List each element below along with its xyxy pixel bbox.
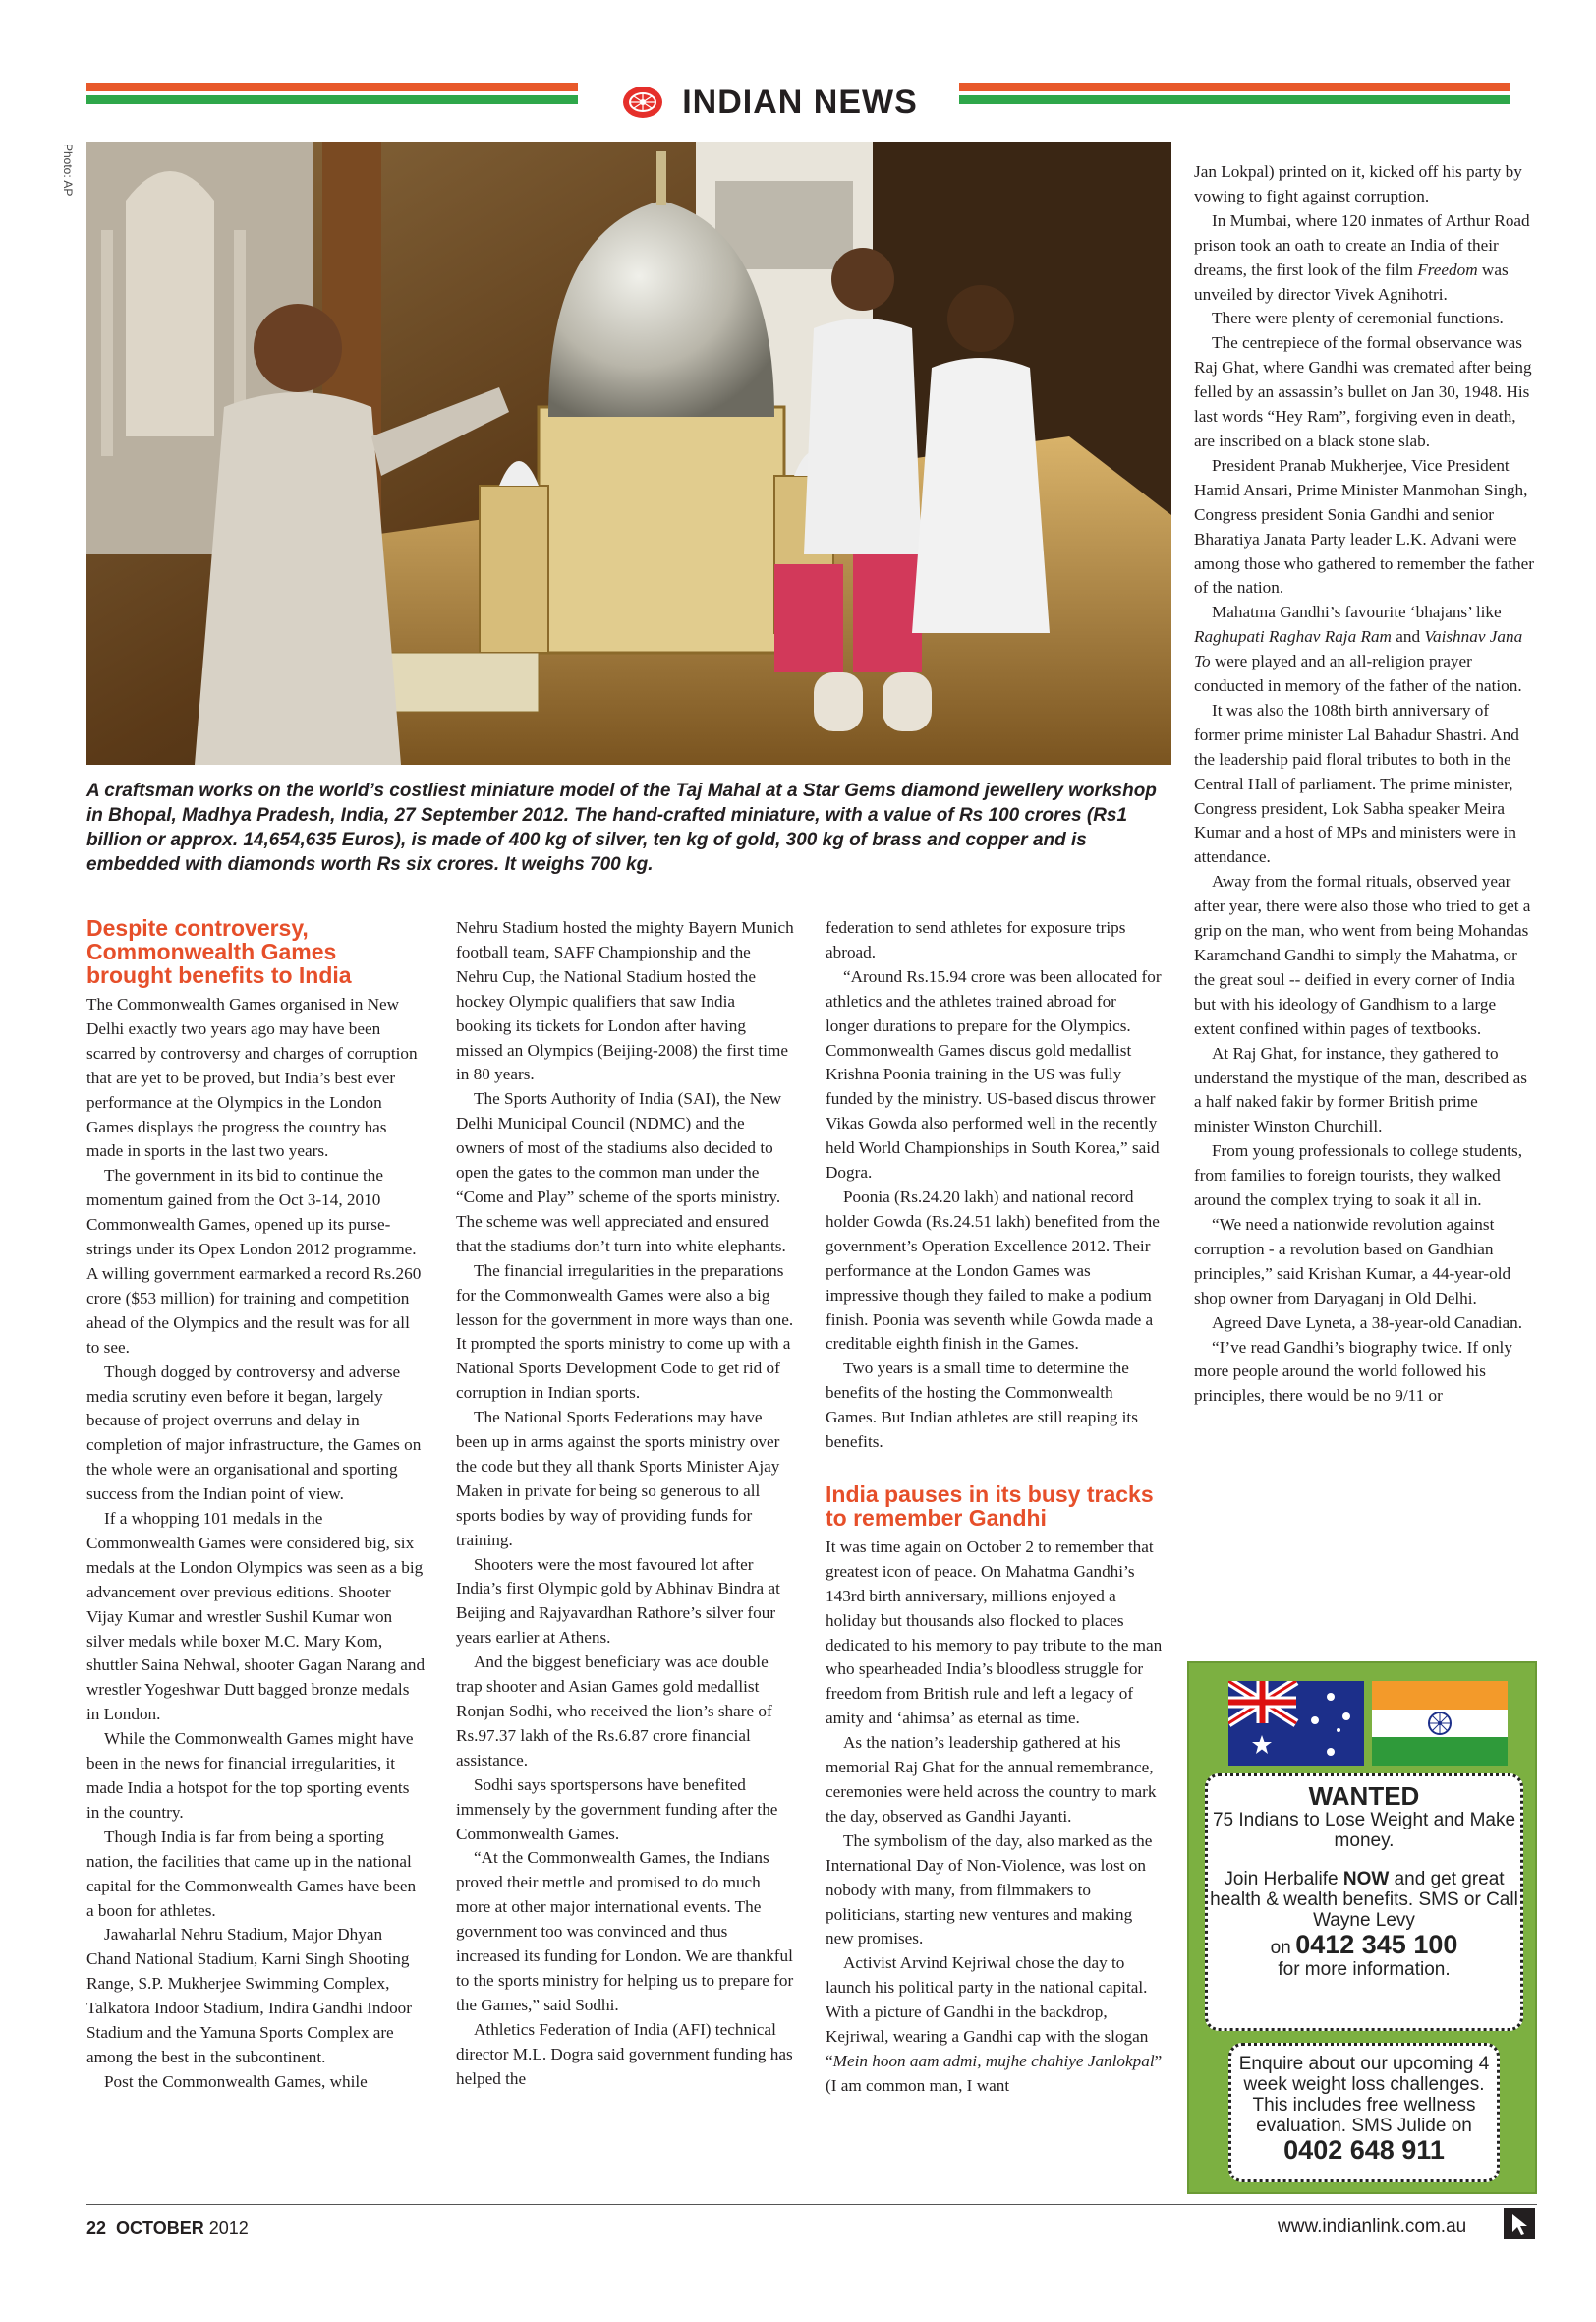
article2-paragraph: There were plenty of ceremonial functions. [1212, 309, 1504, 328]
article2-paragraph: In Mumbai, where 120 inmates of Arthur Road prison took an oath to create an India of their dreams, the first look of the film Freedom was unveiled by director Vivek Agnihotri. [1194, 210, 1530, 304]
article2-paragraph: As the nation’s leadership gathered at his memorial Raj Ghat for the annual remembrance, ceremonies were held across the country to mark the day, observed as Gandhi Jayanti. [826, 1733, 1157, 1826]
ad-join-text: Join Herbalife NOW and get great health & wealth benefits. SMS or Call Wayne Levy [1210, 1869, 1518, 1931]
section-header [586, 79, 953, 126]
article1-paragraph: Two years is a small time to determine the benefits of the hosting the Commonwealth Games. But Indian athletes are still reaping its benefits. [826, 1359, 1138, 1452]
article1-paragraph: The National Sports Federations may have been up in arms against the sports ministry over the code but they all thank Sports Minister Ajay Maken in private for being so generous to all sports bodies by way of providing funds for training. [456, 1408, 780, 1549]
footer-month: OCTOBER [116, 2218, 204, 2237]
article2-headline: India pauses in its busy tracks to remember Gandhi [826, 1480, 1154, 1531]
footer-page-info [86, 2218, 249, 2238]
indian-flag-icon [1372, 1681, 1508, 1766]
ad-flags [1228, 1681, 1508, 1766]
article2-paragraph: “We need a nationwide revolution against corruption - a revolution based on Gandhian principles,” said Krishan Kumar, a 44-year-old shop owner from Daryaganj in Old Delhi. [1194, 1214, 1511, 1307]
article2-paragraph: Jan Lokpal) printed on it, kicked off his party by vowing to fight against corruption. [1194, 162, 1522, 205]
article1-paragraph: Jawaharlal Nehru Stadium, Major Dhyan Chand National Stadium, Karni Singh Shooting Range, S.P. Mukherjee Swimming Complex, Talkatora Indoor Stadium, Indira Gandhi Indoor Stadium and the Yamuna Sports Complex are among the best in the subcontinent. [86, 1925, 413, 2066]
header-stripes-right [959, 83, 1510, 122]
article2-paragraph: President Pranab Mukherjee, Vice President Hamid Ansari, Prime Minister Manmohan Singh, Congress president Sonia Gandhi and senior Bharatiya Janata Party leader L.K. Advani were among those who gathered to remember the father of the nation. [1194, 455, 1535, 598]
header-stripes-left [86, 83, 578, 122]
article2-paragraph: It was also the 108th birth anniversary of former prime minister Lal Bahadur Shastri. And the leadership paid floral tributes to both in the Central Hall of parliament. The prime minister, Congress president, Lok Sabha speaker Meira Kumar and a host of MPs and ministers were in attendance. [1194, 700, 1519, 867]
article1-paragraph: “At the Commonwealth Games, the Indians proved their mettle and promised to do much more at other major international events. The government too was convinced and thus increased its funding for London. We are thankful to the sports ministry for helping us to prepare for the Games,” said Sodhi. [456, 1848, 794, 2014]
ad-wanted-heading: WANTED [1308, 1781, 1420, 1811]
article1-paragraph: Shooters were the most favoured lot after India’s first Olympic gold by Abhinav Bindra at Beijing and Rajyavardhan Rathore’s silver four years earlier at Athens. [456, 1554, 780, 1648]
article2-paragraph: At Raj Ghat, for instance, they gathered to understand the mystique of the man, described as a half naked fakir by former British prime minister Winston Churchill. [1194, 1043, 1527, 1136]
article1-paragraph: And the biggest beneficiary was ace double trap shooter and Asian Games gold medallist Ronjan Sodhi, who received the lion’s share of Rs.97.37 lakh of the Rs.6.87 crore financial assistance. [456, 1653, 772, 1770]
article-column-1 [86, 916, 427, 2095]
article1-paragraph: The government in its bid to continue the momentum gained from the Oct 3-14, 2010 Commonwealth Games, opened up its purse-strings under its Opex London 2012 programme. A willing government earmarked a record Rs.260 crore ($53 million) for training and competition ahead of the Olympics and the result was for all to see. [86, 1166, 422, 1357]
article2-paragraph: Agreed Dave Lyneta, a 38-year-old Canadian. [1212, 1312, 1523, 1332]
article1-paragraph: Athletics Federation of India (AFI) technical director M.L. Dogra said government funding has helped the [456, 2019, 793, 2088]
article1-paragraph: The Sports Authority of India (SAI), the New Delhi Municipal Council (NDMC) and the owners of most of the stadiums also decided to open the gates to the common man under the “Come and Play” scheme of the sports ministry. The scheme was well appreciated and ensured that the stadiums don’t turn into white elephants. [456, 1089, 786, 1255]
article2-paragraph: From young professionals to college students, from families to foreign tourists, they walked around the complex trying to soak it all in. [1194, 1141, 1523, 1210]
article2-paragraph: “I’ve read Gandhi’s biography twice. If only more people around the world followed his principles, there would be no 9/11 or [1194, 1337, 1512, 1406]
australian-flag-icon [1228, 1681, 1364, 1766]
herbalife-advertisement [1187, 1661, 1537, 2194]
taj-mahal-photo [86, 142, 1171, 765]
ad-phone-2: 0402 648 911 [1283, 2135, 1445, 2165]
article2-paragraph: It was time again on October 2 to remember that greatest icon of peace. On Mahatma Gandhi’s 143rd birth anniversary, millions enjoyed a holiday but thousands also flocked to places dedicated to his memory to pay tribute to the man who spearheaded India’s bloodless struggle for freedom from British rule and left a legacy of amity and ‘ahimsa’ as eternal as time. [826, 1537, 1163, 1728]
article1-paragraph: “Around Rs.15.94 crore was been allocated for athletics and the athletes trained abroad for longer durations to prepare for the Olympics. Commonwealth Games discus gold medallist Krishna Poonia training in the US was fully funded by the ministry. US-based discus thrower Vikas Gowda also performed well in the recently held World Championships in South Korea,” said Dogra. [826, 966, 1162, 1183]
ad-line1: 75 Indians to Lose Weight and Make money. [1212, 1810, 1516, 1851]
article1-paragraph: The financial irregularities in the preparations for the Commonwealth Games were also a big lesson for the government in more ways than one. It prompted the sports ministry to come up with a National Sports Development Code to get rid of corruption in Indian sports. [456, 1260, 794, 1403]
article2-paragraph: The symbolism of the day, also marked as the International Day of Non-Violence, was lost on nobody with many, from filmmakers to politicians, starting new ventures and making new promises. [826, 1830, 1153, 1948]
article1-paragraph: Sodhi says sportspersons have benefited immensely by the government funding after the Commonwealth Games. [456, 1774, 778, 1843]
cursor-arrow-icon [1504, 2208, 1535, 2239]
photo-caption: A craftsman works on the world’s costliest miniature model of the Taj Mahal at a Star Gems diamond jewellery workshop in Bhopal, Madhya Pradesh, India, 27 September 2012. The hand-crafted miniature, with a value of Rs 100 crores (Rs1 billion or approx. 14,654,635 Euros), is made of 400 kg of silver, ten kg of gold, 300 kg of brass and copper and is embedded with diamonds worth Rs six crores. It weighs 700 kg. [86, 781, 1157, 875]
article1-paragraph: Poonia (Rs.24.20 lakh) and national record holder Gowda (Rs.24.51 lakh) benefited from the government’s Operation Excellence 2012. Their performance at the London Games was impressive though they failed to make a podium finish. Poonia was seventh while Gowda made a creditable eighth finish in the Games. [826, 1187, 1160, 1354]
article1-headline: Despite controversy, Commonwealth Games brought benefits to India [86, 915, 352, 988]
article2-paragraph: Away from the formal rituals, observed year after year, there were also those who tried to get a grip on the man, who went from being Mohandas Karamchand Gandhi to simply the Mahatma, or the great soul -- deified in every corner of India but with his ideology of Gandhism to a large extent confined within pages of textbooks. [1194, 872, 1531, 1038]
ad-phone-1: 0412 345 100 [1295, 1930, 1458, 1959]
section-title: INDIAN NEWS [682, 83, 918, 121]
photo-credit: Photo: AP [61, 144, 75, 197]
ashoka-chakra-icon [621, 81, 664, 124]
article-column-4 [1194, 160, 1534, 1409]
article-column-2 [456, 916, 794, 2092]
article1-paragraph: Though India is far from being a sporting nation, the facilities that came up in the national capital for the Commonwealth Games have been a boon for athletes. [86, 1827, 417, 1920]
article-column-3 [826, 916, 1164, 2099]
footer-website: www.indianlink.com.au [1278, 2216, 1467, 2236]
ad-enquire-box [1228, 2043, 1500, 2182]
article2-paragraph: Mahatma Gandhi’s favourite ‘bhajans’ like Raghupati Raghav Raja Ram and Vaishnav Jana To were played and an all-religion prayer conducted in memory of the father of the nation. [1194, 603, 1523, 696]
article1-paragraph: The Commonwealth Games organised in New Delhi exactly two years ago may have been scarred by controversy and charges of corruption that are yet to be proved, but India’s best ever performance at the Olympics in the London Games displays the progress the country has made in sports in the last two years. [86, 995, 418, 1161]
footer-rule [86, 2204, 1537, 2205]
page-number: 22 [86, 2218, 107, 2237]
ad-phone-line: on 0412 345 100 [1270, 1930, 1458, 1959]
article1-paragraph: While the Commonwealth Games might have been in the news for financial irregularities, it made India a hotspot for the top sporting events in the country. [86, 1729, 414, 1822]
ad-more-info: for more information. [1278, 1959, 1451, 1980]
article1-paragraph: Post the Commonwealth Games, while [104, 2071, 368, 2091]
ad-wanted-box [1205, 1773, 1523, 2031]
article1-paragraph: If a whopping 101 medals in the Commonwealth Games were considered big, six medals at the London Olympics was seen as a big advancement over previous editions. Shooter Vijay Kumar and wrestler Sushil Kumar won silver medals while boxer M.C. Mary Kom, shuttler Saina Nehwal, shooter Gagan Narang and wrestler Yogeshwar Dutt bagged bronze medals in London. [86, 1509, 426, 1724]
footer-year: 2012 [208, 2218, 249, 2237]
article2-paragraph: The centrepiece of the formal observance was Raj Ghat, where Gandhi was cremated after being felled by an assassin’s bullet on Jan 30, 1948. His last words “Hey Ram”, forgiving even in death, are inscribed on a black stone slab. [1194, 333, 1532, 450]
article2-paragraph: Activist Arvind Kejriwal chose the day to launch his political party in the national capital. With a picture of Gandhi in the backdrop, Kejriwal, wearing a Gandhi cap with the slogan “Mein hoon aam admi, mujhe chahiye Janlokpal” (I am common man, I want [826, 1953, 1163, 2095]
article1-paragraph: federation to send athletes for exposure trips abroad. [826, 918, 1126, 961]
ad-enquire-text: Enquire about our upcoming 4 week weight loss challenges. This includes free wellness evaluation. SMS Julide on [1238, 2054, 1490, 2136]
article1-paragraph: Though dogged by controversy and adverse media scrutiny even before it began, largely because of project overruns and delay in completion of major infrastructure, the Games on the whole were an organisational and sporting success from the Indian point of view. [86, 1362, 422, 1504]
article1-paragraph: Nehru Stadium hosted the mighty Bayern Munich football team, SAFF Championship and the Nehru Cup, the National Stadium hosted the hockey Olympic qualifiers that saw India booking its tickets for London after having missed an Olympics (Beijing-2008) the first time in 80 years. [456, 918, 794, 1084]
